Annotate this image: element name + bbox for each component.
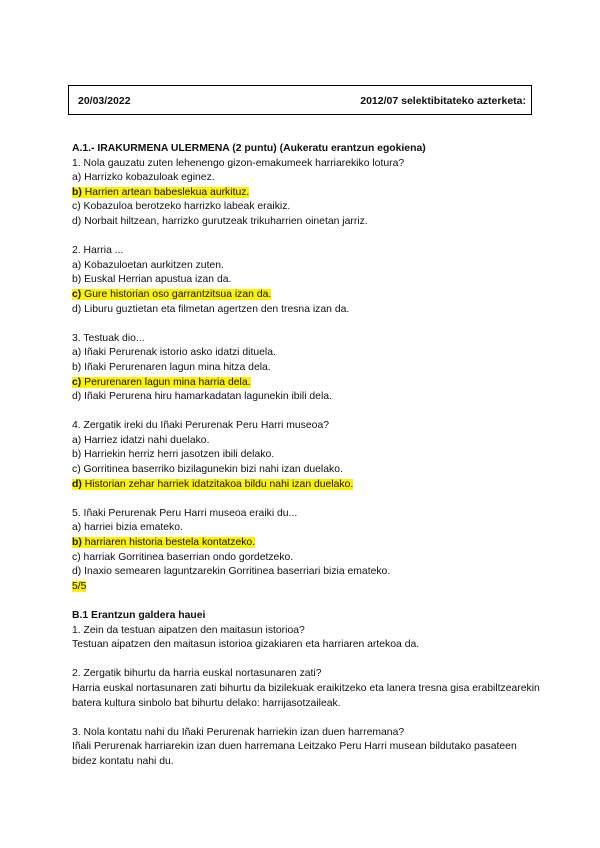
q4-option-d-letter: d) (72, 478, 82, 490)
section-b-title: B.1 Erantzun galdera hauei (72, 610, 206, 621)
q4-option-d-text: Historian zehar harriek idatzitakoa bildu nahi izan duelako. (81, 478, 354, 490)
q4-option-c: c) Gorritinea baserriko bizilagunekin bizi nahi izan duelako. (72, 464, 343, 476)
q5-option-a: a) harriei bizia emateko. (72, 522, 183, 534)
b-question-1: 1. Zein da testuan aipatzen den maitasun istorioa? (72, 624, 305, 636)
q1-option-d: d) Norbait hiltzean, harrizko gurutzeak trikuharrien oinetan jarriz. (72, 215, 368, 227)
q3-option-d: d) Iñaki Perurena hiru hamarkadatan lagunekin ibili dela. (72, 391, 332, 403)
q5-option-d: d) Inaxio semearen laguntzarekin Gorritinea baserriari bizia emateko. (72, 566, 391, 578)
section-a-title: A.1.- IRAKURMENA ULERMENA (2 puntu) (Aukeratu erantzun egokiena) (72, 143, 426, 154)
q4-option-a: a) Harriez idatzi nahi duelako. (72, 434, 210, 446)
header-date: 20/03/2022 (78, 95, 131, 107)
q5-option-c: c) harriak Gorritinea baserrian ondo gordetzeko. (72, 551, 294, 563)
b-answer-3: Iñali Perurenak harriarekin izan duen harremana Leitzako Peru Harri musean bildutako pasateen bidez kontatu nahi du. (72, 741, 517, 767)
q1-option-a: a) Harrizko kobazuloak eginez. (72, 172, 215, 184)
b-answer-1: Testuan aipatzen den maitasun istorioa gizakiaren eta harriaren artekoa da. (72, 639, 420, 651)
q3-option-c-text: Perurenaren lagun mina harria dela. (81, 376, 251, 388)
q5-option-b-text: harriaren historia bestela kontatzeko. (81, 537, 256, 549)
q2-option-c-letter: c) (72, 288, 82, 300)
question-5: 5. Iñaki Perurenak Peru Harri museoa eraiki du... (72, 507, 298, 519)
question-1: 1. Nola gauzatu zuten lehenengo gizon-emakumeek harriarekiko lotura? (72, 157, 405, 169)
q3-option-b: b) Iñaki Perurenaren lagun mina hitza dela. (72, 361, 271, 373)
score-value: 5/5 (72, 580, 87, 592)
q1-option-b-letter: b) (72, 186, 82, 198)
question-4: 4. Zergatik ireki du Iñaki Perurenak Peru Harri museoa? (72, 420, 329, 432)
q4-option-b: b) Harriekin herriz herri jasotzen ibili delako. (72, 449, 275, 461)
q3-option-a: a) Iñaki Perurenak istorio asko idatzi dituela. (72, 347, 276, 359)
q2-option-d: d) Liburu guztietan eta filmetan agertzen den tresna izan da. (72, 303, 350, 315)
b-answer-2: Harria euskal nortasunaren zati bihurtu da bizilekuak eraikitzeko eta lanera tresna gisa erabiltzearekin batera kultura sinbolo bat bihurtu delako: harrijasotzaileak. (72, 682, 540, 709)
q4-option-d-selected (72, 478, 542, 493)
document-body (72, 142, 542, 770)
b-question-2: 2. Zergatik bihurtu da harria euskal nortasunaren zati? (72, 668, 322, 680)
q2-option-c-selected (72, 288, 542, 303)
q2-option-c-text: Gure historian oso garrantzitsua izan da. (81, 288, 272, 300)
q5-option-b-letter: b) (72, 537, 82, 549)
q1-option-c: c) Kobazuloa berotzeko harrizko labeak eraikiz. (72, 201, 291, 213)
q5-option-b-selected (72, 536, 542, 551)
q3-option-c-selected (72, 376, 542, 391)
header-box (68, 85, 532, 115)
q2-option-a: a) Kobazuloetan aurkitzen zuten. (72, 259, 224, 271)
section-a-score (72, 580, 542, 595)
q1-option-b-selected (72, 186, 542, 201)
b-question-3: 3. Nola kontatu nahi du Iñaki Perurenak harriekin izan duen harremana? (72, 726, 405, 738)
header-exam-title: 2012/07 selektibitateko azterketa: (360, 95, 526, 107)
q2-option-b: b) Euskal Herrian apustua izan da. (72, 274, 232, 286)
question-3: 3. Testuak dio... (72, 332, 145, 344)
question-2: 2. Harria ... (72, 245, 124, 257)
q3-option-c-letter: c) (72, 376, 82, 388)
q1-option-b-text: Harrien artean babeslekua aurkituz. (81, 186, 250, 198)
